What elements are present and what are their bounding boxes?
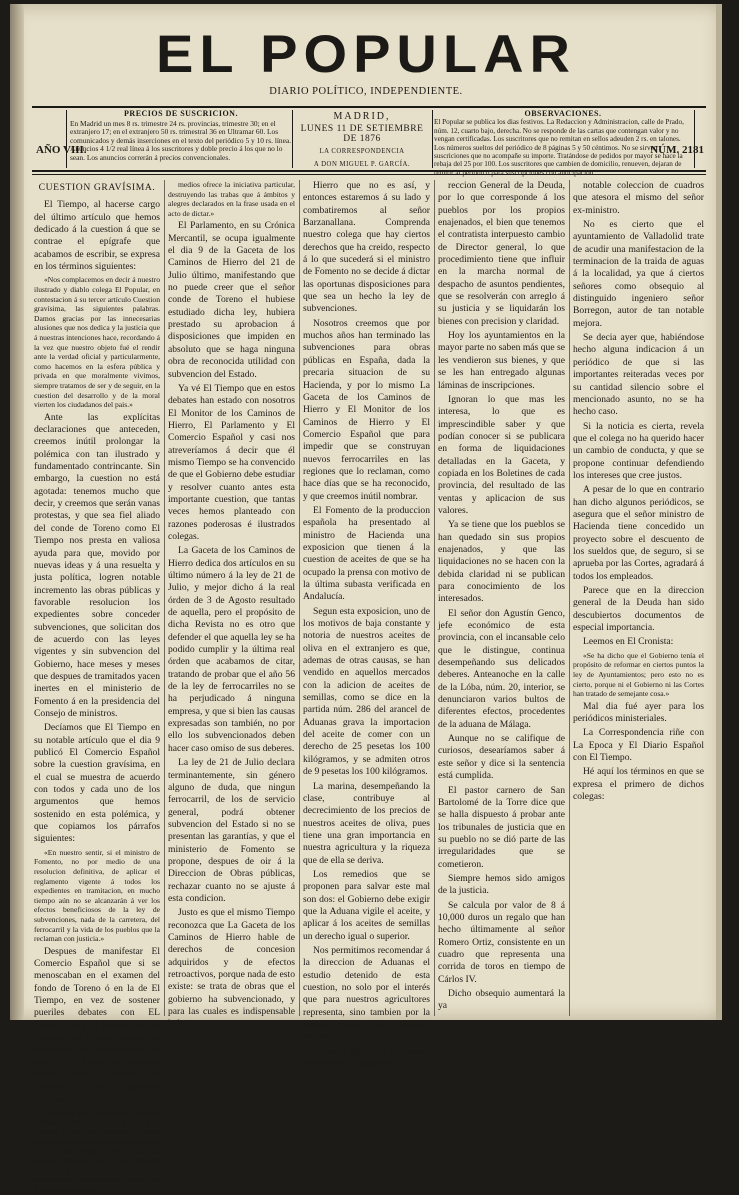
- article-paragraph: Si la noticia es cierta, revela que el colega no ha querido hacer un cambio de conducta, y que se propone continuar defendiendo los intereses que cree justos.: [573, 420, 704, 481]
- article-paragraph: La ley de 21 de Julio declara terminantemente, sin género alguno de duda, que ningun ferrocarril, de los de servicio general, podrá obtener subvencion del Estado si no se presentan las garantías, y que el ministerio de Fomento se propone, despues de oir á la Direccion de Obras públicas, rechazar cuanto no se ajuste á esta condicion.: [168, 757, 295, 904]
- info-divider: [432, 110, 433, 168]
- article-paragraph: Decíamos que El Tiempo en su notable artículo que el dia 9 publicó El Comercio Español sobre la cuestion gravísima, en el cual se muestra de acuerdo con todos y cada uno de los argumentos que hemos sostenido en esta polémica, y que copiamos los párrafos siguientes:: [34, 722, 160, 845]
- article-paragraph: A pesar de lo que en contrario han dicho algunos periódicos, se asegura que el señor ministro de Hacienda tiene concedido un proyecto sobre el descuento de los sueldos que, de seguro, si se aprueba por las Cortes, agradará á todos los empleados.: [573, 484, 704, 582]
- article-paragraph: Ya vé El Tiempo que en estos debates han estado con nosotros El Monitor de los Caminos de Hierro, El Parlamento y El Comercio Español y casi nos atreveríamos á decir que él mismo Tiempo se ha convencido de que el Gobierno debe estudiar y resolver cuanto antes esta importante cuestion, que tantas veces hemos planteado con razones poderosas é ilustrados colegas.: [168, 382, 295, 542]
- article-paragraph: Se calcula por valor de 8 á 10,000 duros un regalo que han hecho últimamente al señor Romero Ortiz, consistente en un cuadro que representa una corrida de toros en tiempo de Cárlos IV.: [438, 899, 565, 985]
- info-divider: [292, 110, 293, 168]
- column-2: [168, 180, 295, 1030]
- article-paragraph: El señor don Agustín Genco, jefe económico de esta provincia, con el incansable celo que le distingue, continua desempeñando sus delicados deberes. Anteanoche en la calle de la Lóba, núm. 20, interior, se denunciaron varios bultos de diferentes efectos, procedentes de la aduana de Málaga.: [438, 607, 565, 730]
- article-paragraph: En carta que ayer recibimos, se nos dice lo siguiente:: [303, 1045, 430, 1070]
- correspondence-label: LA CORRESPONDENCIA: [319, 148, 405, 155]
- subscription-prices: [70, 110, 292, 168]
- issue-date: LUNES 11 DE SETIEMBRE DE 1876: [300, 124, 424, 144]
- column-separator: [164, 180, 165, 1016]
- article-paragraph: Siempre hemos sido amigos de la justicia.: [438, 872, 565, 897]
- article-paragraph: Mal dia fué ayer para los periódicos ministeriales.: [573, 700, 704, 725]
- article-paragraph: Aunque no se califique de curiosos, desearíamos saber á este señor y dice si la sentencia está cumplida.: [438, 733, 565, 782]
- article-paragraph: Hé aquí los términos en que se expresa el primero de dichos colegas:: [573, 766, 704, 803]
- prices-text: En Madrid un mes 8 rs. trimestre 24 rs. provincias, trimestre 30; en el extranjero 17; en el extranjero 50 rs. trimestral 36 en Ultramar 60. Los comunicados y demás inserciones en el texto del periódico 5 y 10 rs. línea. Anuncios 4 1/2 real línea á los suscritores y doble precio á los que no lo sean. Los anuncios correrán á precios convencionales.: [70, 118, 292, 162]
- article-paragraph: notable coleccion de cuadros que atesora el mismo del señor ex-ministro.: [573, 180, 704, 216]
- observations-text: El Popular se publica los dias festivos. La Redaccion y Administracion, calle de Prado, núm. 12, cuarto bajo, derecha. No se responde de las cartas que contengan valor y no vengan certificadas. Los suscritores que no remitan en sellos adeuden 2 rs. en talones. Los números sueltos del periódico de 8 páginas 5 y 50 céntimos. No se sirven suscriciones que no acompañe su importe. Tratándose de pedidos por mayor se hace la rebaja del 25 por 100. Los suscritores que cambien de domicilio, renueven, dejaran de remitir al periódico para suscripciones con anticipacion.: [434, 118, 684, 177]
- bottom-rule: [32, 170, 706, 172]
- masthead: [10, 24, 722, 97]
- article-paragraph: Segun esta exposicion, uno de los motivos de baja constante y notoria de nuestros aceites de oliva en el extranjero es que, ademas de otras causas, se han vendido en aquellos mercados con la adicion de aceites de semillas, como se dice en la partida núm. 286 del arancel de Aduanas grava la importacion del aceite de comer con un derecho de 25 pesetas los 100 kilógramos, y se admiten otros de 9 pesetas los 100 kilógramos.: [303, 605, 430, 778]
- article-quote: «Nos complacemos en decir á nuestro ilustrado y diablo colega El Popular, en contestacion á su tercer artículo Cuestion gravísima, las siguientes palabras. Damos gracias por las innecesarias alusiones que nos dedica y la justicia que á nuestras intenciones hace, recordando á la vez que nuestro objeto fué el rendir ante la verdad oficial y particularmente, como hacemos en la esfera pública y privada en que moralmente vivimos, siempre tratamos de ser y de seguir, en la cuestion del desarrollo y de la moral vierten los ciudadanos del pais.»: [34, 275, 160, 410]
- column-4: [438, 180, 565, 1016]
- column-separator: [569, 180, 570, 1016]
- newspaper-title: EL POPULAR: [156, 23, 576, 84]
- dateline: [294, 110, 430, 168]
- article-paragraph: Parece que en la direccion general de la Deuda han sido descubiertos documentos de especial importancia.: [573, 585, 704, 634]
- article-paragraph: Nosotros creemos que por muchos años han terminado las subvenciones para obras públicas en España, dada la precaria situacion de su Hacienda, y por lo mismo La Gaceta de los Caminos de Hierro y El Monitor de los Caminos de Hierro y El Comercio Español que para impedir que se construyan nuevos ferrocarriles en las regiones que lo reclaman, como hace días que se ha reconocido, y que creemos inútil nombrar.: [303, 317, 430, 502]
- article-paragraph: No es cierto que el ayuntamiento de Valladolid trate de acudir una manifestacion de la terminacion de la traida de aguas á la localidad, ya que á ciertos señores como obsequio al distinguido ingeniero señor Borregon, autor de tan notable mejora.: [573, 219, 704, 329]
- year-label: AÑO VIII.: [36, 144, 87, 156]
- article-paragraph: Justo es que el mismo Tiempo reconozca que La Gaceta de los Caminos de Hierro hable de derechos de concesion adquiridos y de efectos retroactivos, porque nada de esto existe: se trata de obras que el gobierno ha subvencionado, y para las cuales es indispensable la ley.: [168, 907, 295, 1030]
- article-paragraph: Ignoran lo que mas les interesa, lo que es imprescindible saber y que podían conocer si se publicara en forma de liquidaciones detalladas en la Gaceta, y copiada en los Boletines de cada provincia, del resultado de las ventas y aplicacion de sus valores.: [438, 393, 565, 516]
- column-separator: [434, 180, 435, 1016]
- top-rule: [32, 106, 706, 108]
- article-quote: «Mientras á esta conclusion llega y lo ministro de Fomento tiende á tratar ó de aprobar á toda costa proyectos, que ni incluyen la interés nacional ni el empleo, sino el de algunos particulares que quieren, pidiendo que la ley autorice siempre el ministro, se cierran los expedientes y se mantienen inconclusos y por mucho tiempo.»: [34, 1108, 160, 1194]
- binding-spine: [10, 4, 24, 1020]
- article-quote: medios ofrece la iniciativa particular, destruyendo las trabas que á ámbitos y alegres declarados en la frase usada en el acto de dictar.»: [168, 180, 295, 218]
- article-paragraph: Hierro que no es así, y entonces estaremos á su lado y combatiremos al señor Barzanallana. Comprenda nuestro colega que hay ciertos derechos que ha creido, respecto á lo que sucederá si el ministro de Fomento no se decide á dictar las oportunas disposiciones para que sea un hecho la ley de subvenciones.: [303, 180, 430, 315]
- newspaper-subtitle: DIARIO POLÍTICO, INDEPENDIENTE.: [269, 86, 463, 97]
- article-paragraph: Los remedios que se proponen para salvar este mal son dos: el Gobierno debe exigir que la Aduana vigile el aceite, y aplicar á los aceites de semillas un derecho igual o superior.: [303, 868, 430, 942]
- article-paragraph: Nos permitimos recomendar á la direccion de Aduanas el estudio detenido de esta cuestion, no solo por el interés que para nuestros agricultores representa, sino tambien por la justicia que los mismos reclaman.: [303, 944, 430, 1043]
- correspondence-recipient: A DON MIGUEL P. GARCÍA.: [313, 161, 411, 168]
- info-bar: [32, 109, 706, 177]
- city: MADRID,: [333, 111, 391, 122]
- info-divider: [694, 110, 695, 168]
- article-paragraph: La Gaceta de los Caminos de Hierro dedica dos artículos en su último número á la ley de 21 de Julio, y mejor dicho á la real órden de 3 de Agosto resultado de aquella, pero el propósito de dicha Revista no es otro que defender el que aquella ley se ha podido cumplir y la última real órden que acabamos de citar, tratando de probar que el año 56 de la ley de ferrocarriles no se ha perjudicado á ninguna empresa, y que si bien las causas expresadas son también, no por ello los subvencionados deben hacer caso omiso de sus deberes.: [168, 545, 295, 754]
- article-paragraph: Se decia ayer que, habiéndose hecho alguna indicacion á un periódico de que si las importantes reiteradas veces por su cantidad silencio sobre el mencionado asunto, no se ha hecho caso.: [573, 332, 704, 418]
- article-paragraph: La Correspondencia riñe con La Epoca y El Diario Español con El Tiempo.: [573, 727, 704, 764]
- article-paragraph: El pastor carnero de San Bartolomé de la Torre dice que se halla dispuesto á probar ante los tribunales de justicia que en su pueblo no se dió parte de las irregularidades que se cometieron.: [438, 784, 565, 870]
- article-paragraph: Despues de manifestar El Comercio Español que si se menoscaban en el examen del fondo de Toreno ó en la de El Tiempo, en vez de sostener pueriles debates con EL POPULAR y El Monitor de los Caminos de Hierro, pondría de manifiesto la imposibilidad de que en lo futuro de construir nuevas obras públicas, se expresa en los siguientes términos:: [34, 945, 160, 1105]
- observations-heading: OBSERVACIONES.: [524, 109, 602, 118]
- article-paragraph: La marina, desempeñando la clase, contribuye al decrecimiento de los precios de nuestros aceites de oliva, pues tiene una gran importancia en nuestra agricultura y la riqueza que de ella se deriva.: [303, 780, 430, 866]
- article-paragraph: Ya se tiene que los pueblos se han quedado sin sus propios enajenados, y que las liquidaciones no se hacen con la debida claridad ni se publican para conocimiento de los interesados.: [438, 519, 565, 605]
- newspaper-page: [10, 4, 722, 1194]
- column-3: [303, 180, 430, 1070]
- column-1: [34, 180, 160, 1194]
- article-paragraph: El Fomento de la produccion española ha presentado al ministro de Hacienda una exposicion que tienen á la cuestion de aceites de que se ha ocupado la prensa con motivo de la última subasta verificada en Andalucía.: [303, 504, 430, 603]
- prices-heading: PRECIOS DE SUSCRICION.: [124, 109, 238, 118]
- article-columns: [34, 180, 706, 1194]
- article-paragraph: Dicho obsequio aumentará la ya: [438, 988, 565, 1012]
- article-paragraph: El Tiempo, al hacerse cargo del último artículo que hemos dedicado á la cuestion á que se contrae el epígrafe que acabamos de escribir, se expresa en los términos siguientes:: [34, 199, 160, 273]
- info-divider: [66, 110, 67, 168]
- column-5: [573, 180, 704, 1016]
- article-paragraph: Hoy los ayuntamientos en la mayor parte no saben más que se les vendieron sus bienes, y que se les han entregado algunas láminas de inscripciones.: [438, 330, 565, 391]
- article-paragraph: Ante las explícitas declaraciones que anteceden, creemos inútil prolongar la polémica con tan ilustrado y fundamentado contrincante. Sin embargo, la cuestion no está agotada: tenemos mucho que decir, y creemos que serán vanas protestas, y que sea fiel aliado del conde de Toreno como El Tiempo nos presta en valiosa ayuda para que, movido por nuevas ideas y á una resuelta y justa política, logren notable incremento las obras públicas y favorable resolucion los expedientes sobre conceder subvenciones, que solicitan dos de acuerdo con las leyes vigentes y sin subvencion del Gobierno, hace meses y meses que despues de tramitados yacen inertes en el ministerio de Fomento á en la presidencia del Consejo de ministros.: [34, 411, 160, 719]
- bottom-rule-thin: [32, 174, 706, 175]
- column-separator: [299, 180, 300, 1016]
- observations: [434, 109, 692, 177]
- article-quote: «En nuestro sentir, si el ministro de Fomento, no por medio de una resolucion definitiva, de aplicar el reglamento vigente á todos los expedientes en tramitacion, en mucho tiempo aún no se alcanzarán á ver los efectos beneficiosos de la ley de subvenciones, nada de la carretera, del ferrocarril y la vida de los pueblos que la reclaman con justicia.»: [34, 847, 160, 944]
- issue-number: NÚM. 2181: [650, 144, 704, 156]
- article-paragraph: reccion General de la Deuda, por lo que corresponde á los pueblos por los propios enajenados, el bien que tenemos el contratista interpuesto cambio de Director general, lo que procedimiento tiene que influir en la marcha normal de despacho de asuntos pendientes, que se resolverán con arreglo á su justicia y se liquidarán los bienes con precision y claridad.: [438, 180, 565, 327]
- article-paragraph: Leemos en El Cronista:: [583, 636, 674, 648]
- article-heading: CUESTION GRAVÍSIMA.: [38, 182, 156, 193]
- page-edge: [716, 4, 722, 1020]
- article-quote: «Se ha dicho que el Gobierno tenía el propósito de reformar en ciertos puntos la ley de Ayuntamientos; pero esto no es cierto, porque ni el Gobierno ni las Cortes han tratado de semejante cosa.»: [573, 650, 704, 699]
- article-paragraph: El Parlamento, en su Crónica Mercantil, se ocupa igualmente el dia 9 de la Gaceta de los Caminos de Hierro del 21 de Julio último, manifestando que no puede creer que el señor conde de Toreno el hubiese estudiado dicha ley, hubiera prestado su aprobacion á disposiciones que impiden en absoluto que se haga ninguna obra de reconocida utilidad con subvencion del Estado.: [168, 220, 295, 380]
